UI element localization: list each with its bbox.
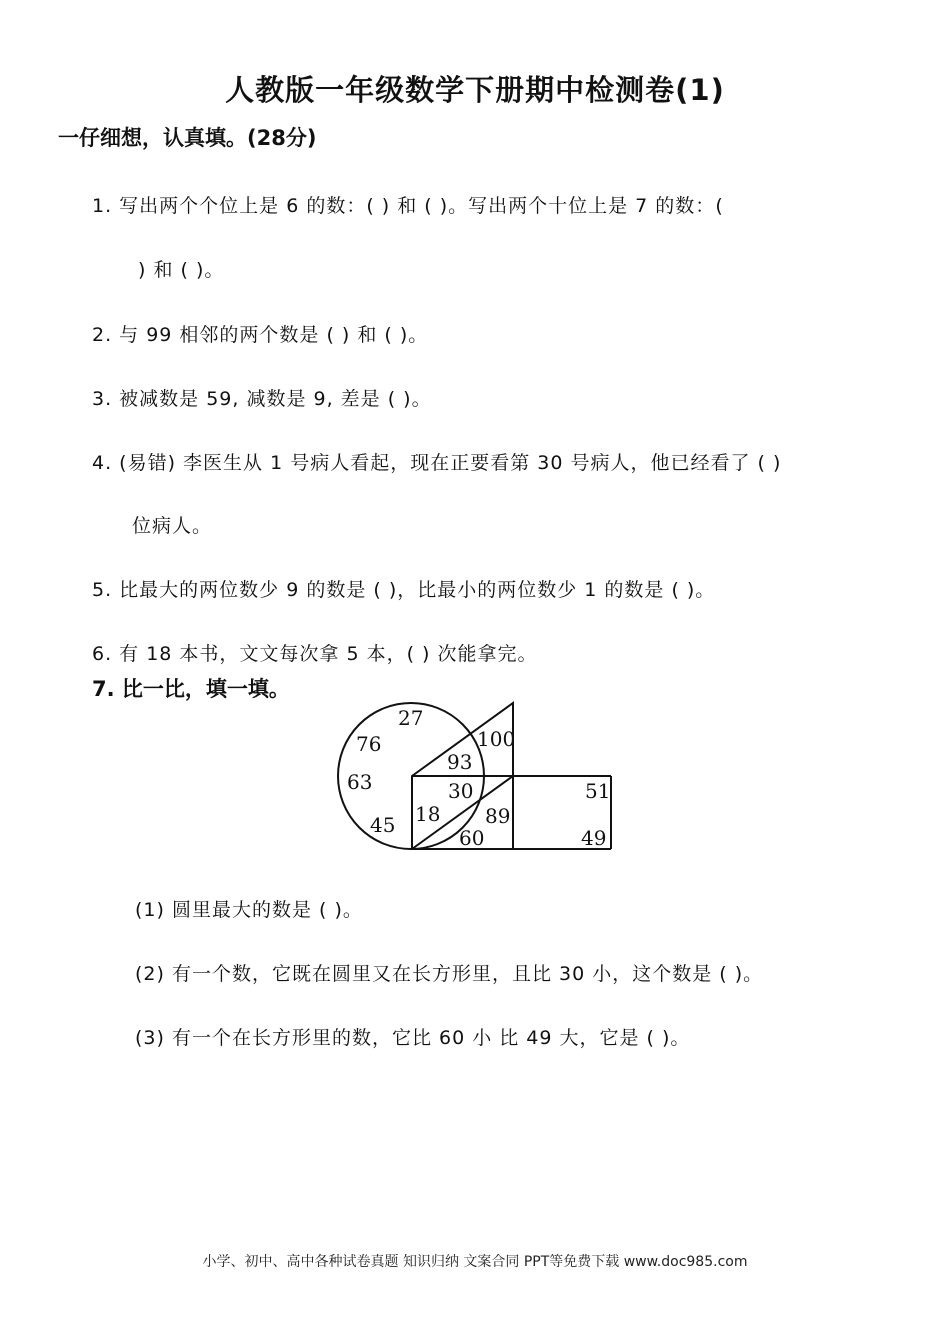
number-49: 49 [581, 826, 607, 850]
question-4-line-1: 4. (易错) 李医生从 1 号病人看起，现在正要看第 30 号病人，他已经看了 ( ) [92, 452, 782, 474]
question-6: 6. 有 18 本书，文文每次拿 5 本，( ) 次能拿完。 [92, 643, 538, 665]
subquestion-1: (1) 圆里最大的数是 ( )。 [135, 899, 363, 921]
question-5: 5. 比最大的两位数少 9 的数是 ( )，比最小的两位数少 1 的数是 ( )。 [92, 579, 716, 601]
question-1-line-1: 1. 写出两个个位上是 6 的数：( ) 和 ( )。写出两个十位上是 7 的数：( [92, 195, 724, 217]
number-45: 45 [370, 813, 396, 837]
number-27: 27 [398, 706, 424, 730]
number-89: 89 [485, 804, 511, 828]
number-51: 51 [585, 779, 611, 803]
section-heading: 一仔细想，认真填。(28分) [58, 126, 317, 150]
page-title: 人教版一年级数学下册期中检测卷(1) [225, 73, 725, 107]
number-60: 60 [459, 826, 485, 850]
number-100: 100 [477, 727, 516, 751]
subquestion-2: (2) 有一个数，它既在圆里又在长方形里，且比 30 小，这个数是 ( )。 [135, 963, 764, 985]
question-3: 3. 被减数是 59, 减数是 9, 差是 ( )。 [92, 388, 432, 410]
number-76: 76 [356, 732, 382, 756]
question-4-line-2: 位病人。 [132, 515, 213, 537]
question-7: 7. 比一比，填一填。 [92, 677, 290, 701]
subquestion-3: (3) 有一个在长方形里的数，它比 60 小 比 49 大，它是 ( )。 [135, 1027, 691, 1049]
number-18: 18 [415, 802, 441, 826]
number-63: 63 [347, 770, 373, 794]
question-1-line-2: ) 和 ( )。 [138, 259, 225, 281]
number-93: 93 [447, 750, 473, 774]
number-30: 30 [448, 779, 474, 803]
footer-text: 小学、初中、高中各种试卷真题 知识归纳 文案合同 PPT等免费下载 www.doc985.com [202, 1254, 748, 1270]
question-2: 2. 与 99 相邻的两个数是 ( ) 和 ( )。 [92, 324, 429, 346]
